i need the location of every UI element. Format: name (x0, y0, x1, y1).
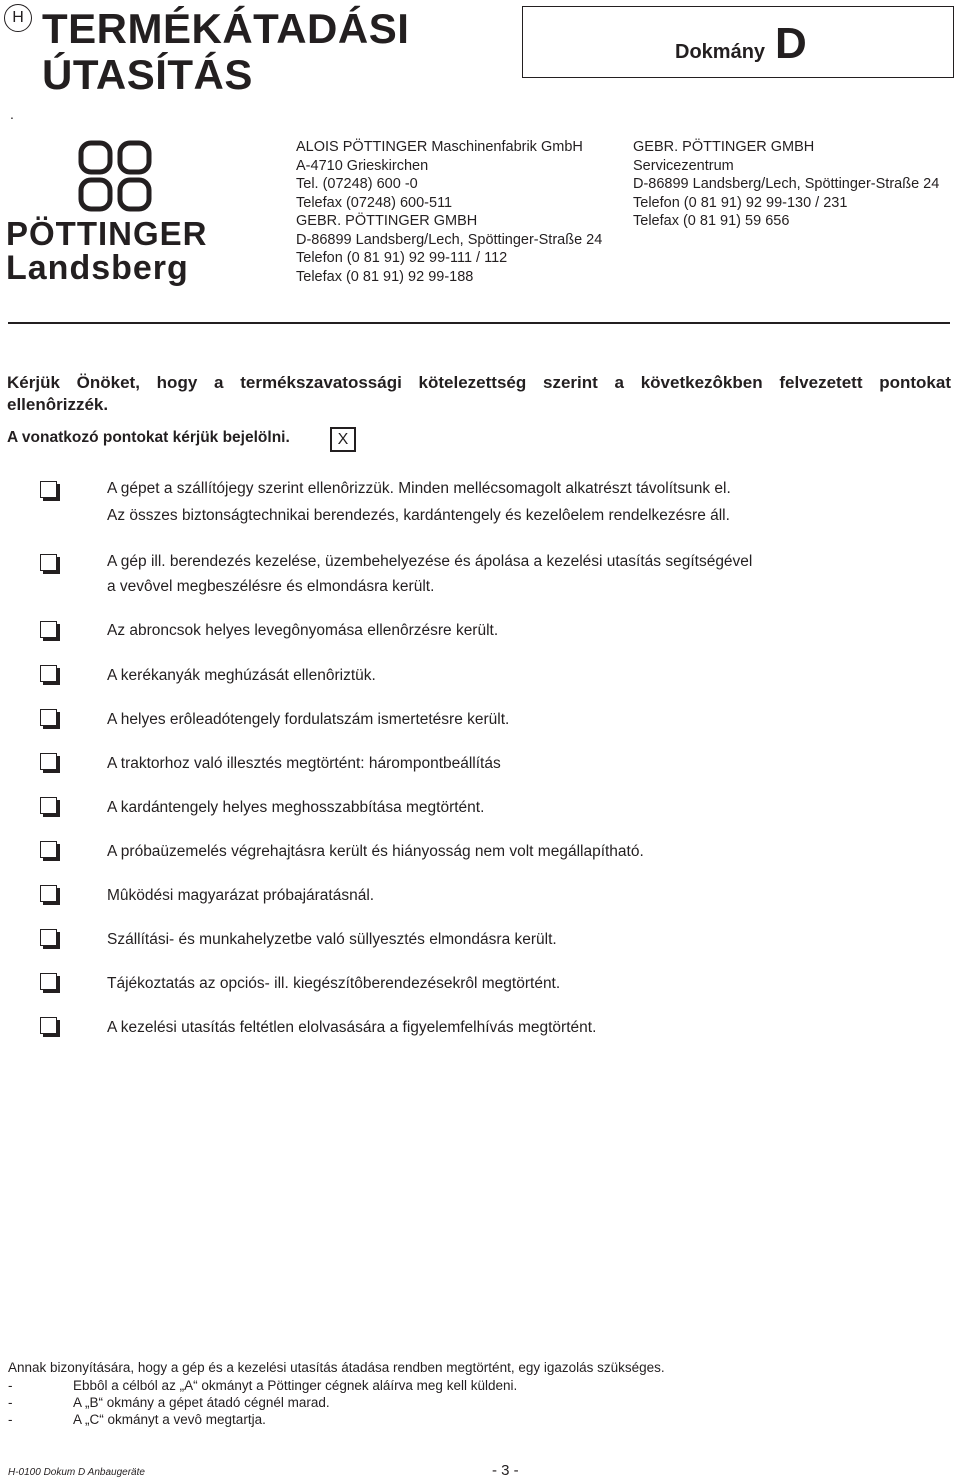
document-reference: H-0100 Dokum D Anbaugeräte (8, 1467, 145, 1478)
title-line-2: ÚTASÍTÁS (42, 51, 253, 98)
checklist-checkbox-3[interactable] (40, 621, 57, 638)
checklist-checkbox-4[interactable] (40, 665, 57, 682)
address-line: D-86899 Landsberg/Lech, Spöttinger-Straße 24 (296, 231, 603, 248)
address-line: A-4710 Grieskirchen (296, 157, 429, 174)
page-number: - 3 - (492, 1462, 519, 1479)
checklist-item-11: Tájékoztatás az opciós- ill. kiegészítôberendezésekrôl megtörtént. (107, 975, 561, 992)
checklist-checkbox-9[interactable] (40, 885, 57, 902)
checklist-item-8: A próbaüzemelés végrehajtásra került és hiányosság nem volt megállapítható. (107, 843, 644, 860)
address-line: Servicezentrum (633, 157, 734, 174)
checklist-item-5: A helyes erôleadótengely fordulatszám ismertetésre került. (107, 711, 510, 728)
checklist-checkbox-1[interactable] (40, 481, 57, 498)
address-line: Telefon (0 81 91) 92 99-130 / 231 (633, 194, 848, 211)
checklist-item-6: A traktorhoz való illesztés megtörtént: hárompontbeállítás (107, 755, 501, 772)
header-divider (8, 322, 950, 324)
checklist-checkbox-12[interactable] (40, 1017, 57, 1034)
address-block-right (633, 138, 939, 231)
checklist-checkbox-6[interactable] (40, 753, 57, 770)
intro-instruction: A vonatkozó pontokat kérjük bejelölni. (7, 429, 290, 446)
checklist-item-3: Az abroncsok helyes levegônyomása ellenôrzésre került. (107, 622, 499, 639)
checklist-checkbox-7[interactable] (40, 797, 57, 814)
stray-dot: . (10, 106, 14, 122)
checklist-item-1-line-2: Az összes biztonságtechnikai berendezés, kardántengely és kezelôelem rendelkezésre áll. (107, 507, 730, 524)
address-line: D-86899 Landsberg/Lech, Spöttinger-Straße 24 (633, 176, 940, 192)
checklist-item-9: Mûködési magyarázat próbajáratásnál. (107, 887, 375, 904)
document-title (42, 6, 409, 98)
checklist-item-7: A kardántengely helyes meghosszabbítása megtörtént. (107, 799, 485, 816)
document-type-letter: D (775, 19, 807, 68)
footer-dash: - (8, 1395, 13, 1410)
address-line: ALOIS PÖTTINGER Maschinenfabrik GmbH (296, 139, 583, 155)
footer-statement: Annak bizonyítására, hogy a gép és a kezelési utasítás átadása rendben megtörtént, egy igazolás szükséges. (8, 1360, 665, 1375)
example-checked-box: X (330, 427, 356, 452)
checklist-item-2-line-1: A gép ill. berendezés kezelése, üzembehelyezése és ápolása a kezelési utasítás segítségével (107, 553, 753, 570)
footer-item-c: A „C“ okmányt a vevô megtartja. (73, 1412, 266, 1427)
checklist-checkbox-11[interactable] (40, 973, 57, 990)
document-type-label: Dokmány (675, 41, 766, 63)
address-line: Tel. (07248) 600 -0 (296, 176, 418, 192)
checklist-item-10: Szállítási- és munkahelyzetbe való süllyesztés elmondásra került. (107, 931, 557, 948)
checklist-checkbox-8[interactable] (40, 841, 57, 858)
language-badge: H (4, 4, 32, 32)
checklist-checkbox-2[interactable] (40, 554, 57, 571)
checklist-checkbox-5[interactable] (40, 709, 57, 726)
address-line: Telefax (0 81 91) 92 99-188 (296, 268, 474, 285)
footer-dash: - (8, 1378, 13, 1393)
title-line-1: TERMÉKÁTADÁSI (42, 5, 410, 52)
address-line: Telefax (07248) 600-511 (296, 194, 453, 211)
logo-brand-text: PÖTTINGER (6, 215, 208, 252)
address-line: GEBR. PÖTTINGER GMBH (296, 213, 478, 229)
footer-item-a: Ebbôl a célból az „A“ okmányt a Pöttinger cégnek aláírva meg kell küldeni. (73, 1378, 518, 1393)
checklist-item-4: A kerékanyák meghúzását ellenôriztük. (107, 667, 376, 684)
footer-item-b: A „B“ okmány a gépet átadó cégnél marad. (73, 1395, 330, 1410)
address-line: Telefon (0 81 91) 92 99-111 / 112 (296, 250, 508, 266)
address-line: GEBR. PÖTTINGER GMBH (633, 139, 815, 155)
address-line: Telefax (0 81 91) 59 656 (633, 213, 790, 229)
checklist-item-2-line-2: a vevôvel megbeszélésre és elmondásra került. (107, 578, 435, 595)
checklist-item-12: A kezelési utasítás feltétlen elolvasására a figyelemfelhívás megtörtént. (107, 1019, 597, 1036)
footer-dash: - (8, 1412, 13, 1427)
checklist-checkbox-10[interactable] (40, 929, 57, 946)
checklist-item-1-line-1: A gépet a szállítójegy szerint ellenôrizzük. Minden mellécsomagolt alkatrészt távolítsunk el. (107, 480, 731, 497)
document-type-box (522, 6, 954, 78)
poettinger-logo-mark (78, 140, 152, 212)
logo-city-text: Landsberg (6, 249, 189, 287)
address-block-left (296, 138, 602, 286)
intro-line-1: Kérjük Önöket, hogy a termékszavatossági kötelezettség szerint a következôkben felvezetett pontokat (7, 373, 951, 392)
intro-line-2: ellenôrizzék. (7, 395, 109, 414)
